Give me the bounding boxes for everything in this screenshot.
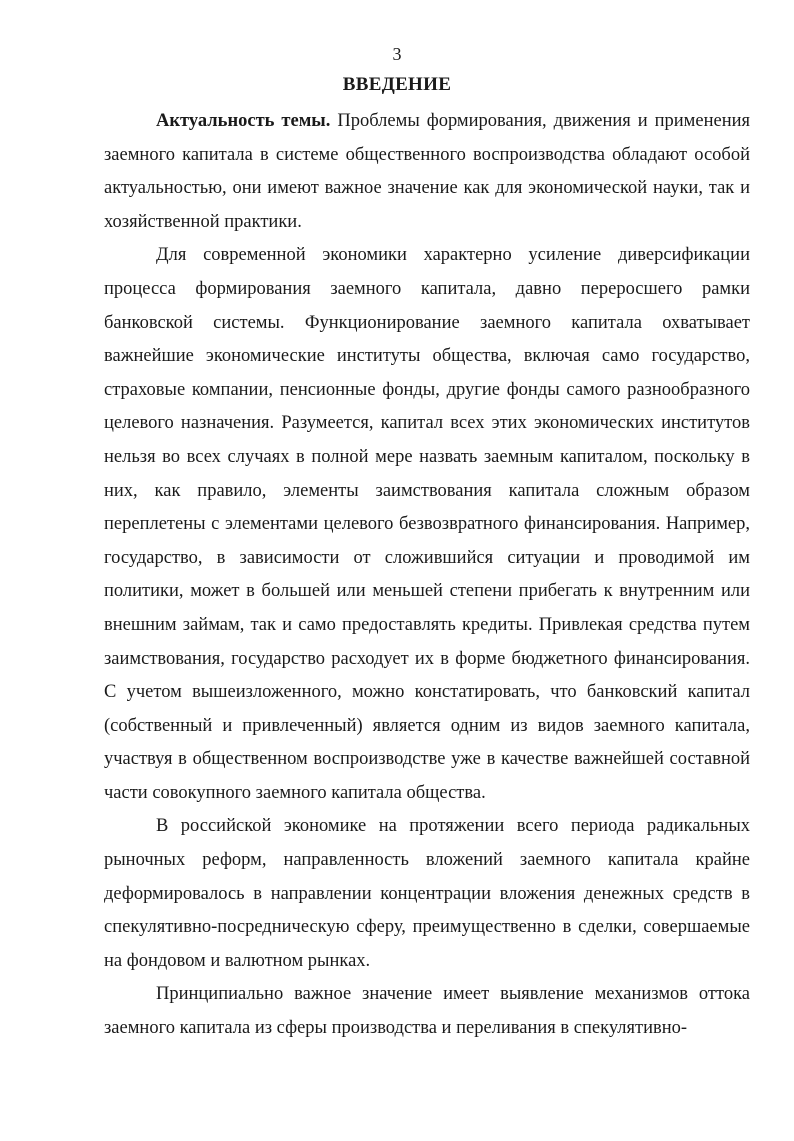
paragraph-text: В российской экономике на протяжении всего периода радикальных рыночных реформ, направленность вложений заемного капитала крайне деформировалось в направлении концентрации вложения денежных средств в спекулятивно-посредническую сферу, преимущественно в сделки, совершаемые на фондовом и валютном рынках. [104, 816, 750, 971]
paragraph-relevance [104, 105, 750, 239]
paragraph-russian-economy [104, 810, 750, 978]
paragraph-lead: Актуальность темы. [156, 111, 331, 131]
page-number: 3 [392, 44, 402, 64]
paragraph-text: Проблемы формирования, движения и применения заемного капитала в системе общественного воспроизводства обладают особой актуальностью, они имеют важное значение как для экономической науки, так и хозяйственной практики. [104, 111, 751, 232]
body-text [104, 105, 750, 1046]
paragraph-diversification [104, 239, 750, 810]
section-heading: ВВЕДЕНИЕ [342, 74, 452, 95]
paragraph-text: Для современной экономики характерно усиление диверсификации процесса формирования заемного капитала, давно переросшего рамки банковской системы. Функционирование заемного капитала охватывает важнейшие экономические институты общества, включая само государство, страховые компании, пенсионные фонды, другие фонды самого разнообразного целевого назначения. Разумеется, капитал всех этих экономических институтов нельзя во всех случаях в полной мере назвать заемным капиталом, поскольку в них, как правило, элементы заимствования капитала сложным образом переплетены с элементами целевого безвозвратного финансирования. Например, государство, в зависимости от сложившийся ситуации и проводимой им политики, может в большей или меньшей степени прибегать к внутренним или внешним займам, так и само предоставлять кредиты. Привлекая средства путем заимствования, государство расходует их в форме бюджетного финансирования. С учетом вышеизложенного, можно констатировать, что банковский капитал (собственный и привлеченный) является одним из видов заемного капитала, участвуя в общественном воспроизводстве уже в качестве важнейшей составной части совокупного заемного капитала общества. [104, 245, 750, 803]
paragraph-text: Принципиально важное значение имеет выявление механизмов оттока заемного капитала из сферы производства и переливания в спекулятивно- [104, 984, 750, 1039]
paragraph-mechanisms [104, 978, 750, 1045]
